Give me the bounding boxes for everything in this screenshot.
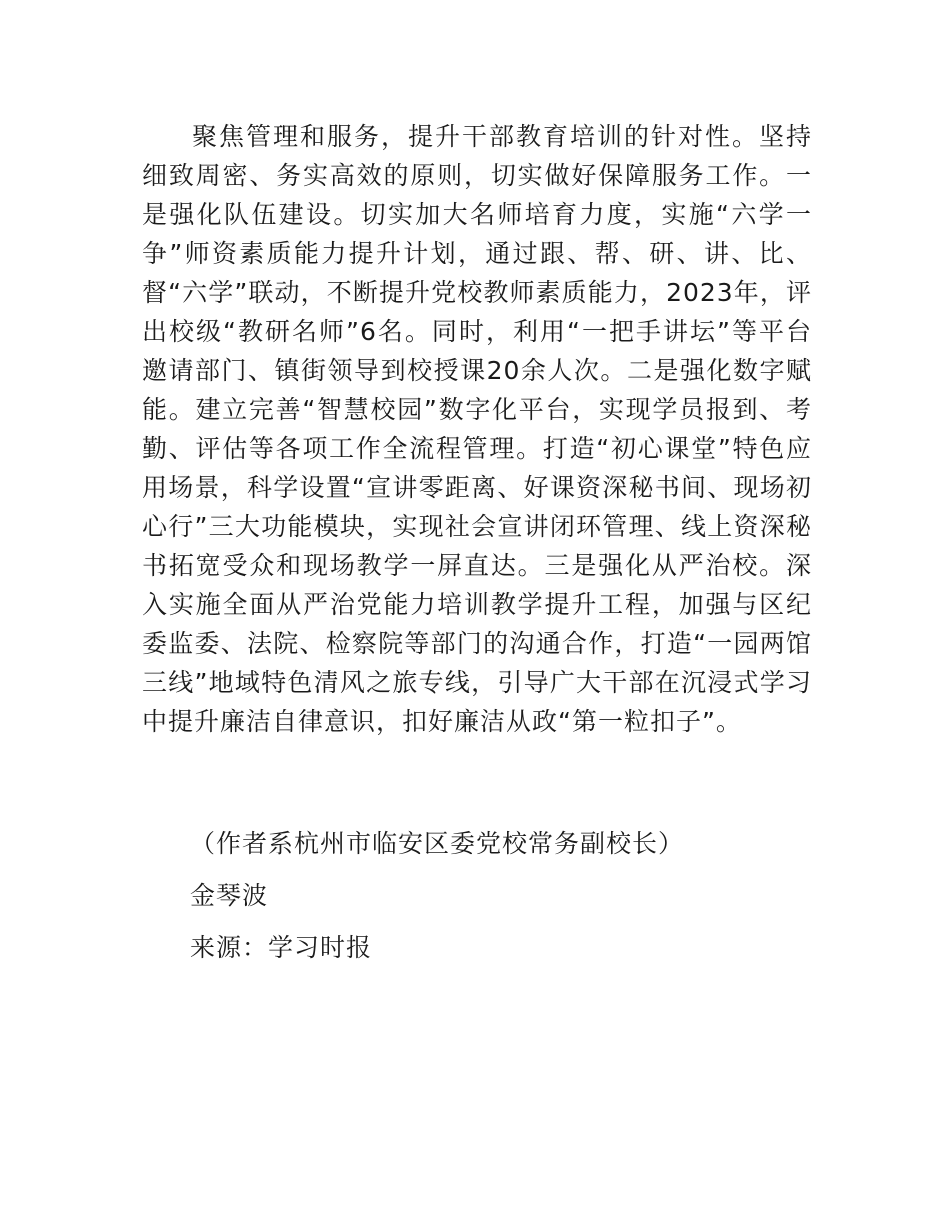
source-line: 来源：学习时报 [190,933,373,962]
body-text-block [142,117,812,741]
body-paragraph: 聚焦管理和服务，提升干部教育培训的针对性。坚持细致周密、务实高效的原则，切实做好保障服务工作。一是强化队伍建设。切实加大名师培育力度，实施“六学一争”师资素质能力提升计划，通过跟、帮、研、讲、比、督“六学”联动，不断提升党校教师素质能力，2023年，评出校级“教研名师”6名。同时，利用“一把手讲坛”等平台邀请部门、镇街领导到校授课20余人次。二是强化数字赋能。建立完善“智慧校园”数字化平台，实现学员报到、考勤、评估等各项工作全流程管理。打造“初心课堂”特色应用场景，科学设置“宣讲零距离、好课资深秘书间、现场初心行”三大功能模块，实现社会宣讲闭环管理、线上资深秘书拓宽受众和现场教学一屏直达。三是强化从严治校。深入实施全面从严治党能力培训教学提升工程，加强与区纪委监委、法院、检察院等部门的沟通合作，打造“一园两馆三线”地域特色清风之旅专线，引导广大干部在沉浸式学习中提升廉洁自律意识，扣好廉洁从政“第一粒扣子”。 [142,122,812,736]
author-name: 金琴波 [190,881,269,910]
author-note: （作者系杭州市临安区委党校常务副校长） [190,829,685,858]
